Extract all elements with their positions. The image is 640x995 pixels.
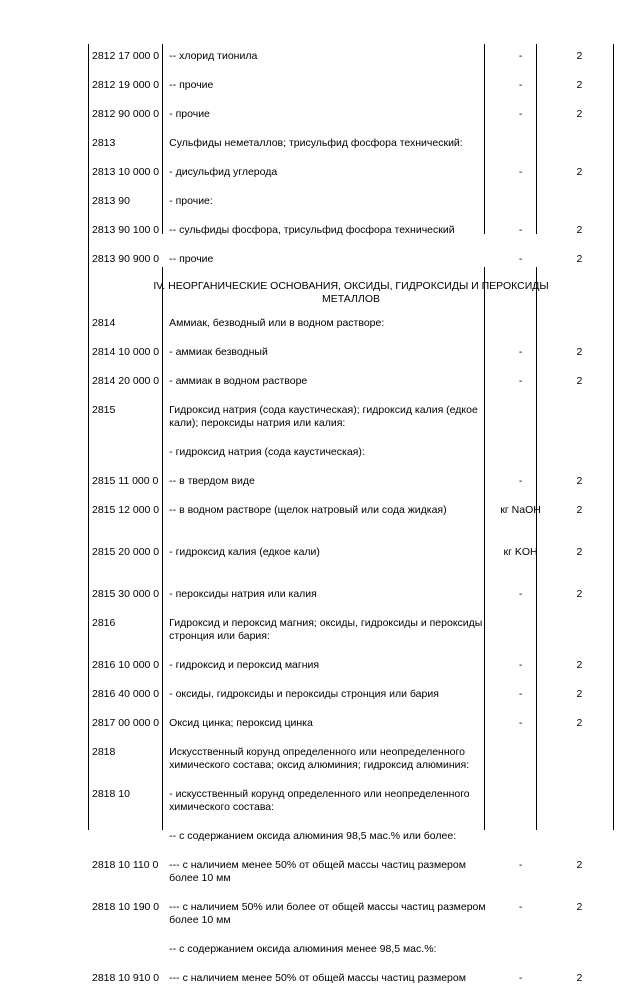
table-row [88, 469, 614, 498]
unit-cell: - [518, 166, 523, 178]
code-cell: 2813 [92, 137, 116, 149]
code-cell: 2815 30 000 0 [92, 588, 160, 600]
duty-cell: 2 [576, 588, 583, 600]
unit-cell [496, 398, 545, 440]
table-row [88, 740, 614, 782]
unit-cell: кг KOH [503, 546, 538, 558]
description-cell: -- прочие [169, 79, 214, 91]
description-cell: Аммиак, безводный или в водном растворе: [169, 317, 385, 329]
duty-cell [545, 782, 614, 824]
description-cell: -- хлорид тионила [169, 50, 258, 62]
unit-cell [496, 611, 545, 653]
description-cell: - гидроксид калия (едкое кали) [169, 546, 320, 558]
code-cell: 2812 17 000 0 [92, 50, 160, 62]
description-cell: - гидроксид и пероксид магния [169, 659, 320, 671]
duty-cell: 2 [576, 659, 583, 671]
duty-cell: 2 [576, 166, 583, 178]
table-row [88, 540, 614, 582]
code-cell: 2818 10 [92, 788, 130, 800]
section-heading-row [88, 276, 614, 311]
description-cell: - пероксиды натрия или калия [169, 588, 317, 600]
code-cell: 2814 [92, 317, 116, 329]
unit-cell: - [518, 972, 523, 984]
code-cell: 2815 12 000 0 [92, 504, 160, 516]
unit-cell: - [518, 475, 523, 487]
code-cell: 2814 20 000 0 [92, 375, 160, 387]
duty-cell [545, 740, 614, 782]
description-cell: - прочие [169, 108, 210, 120]
duty-cell [545, 440, 614, 469]
table-row [88, 498, 614, 540]
duty-cell: 2 [576, 375, 583, 387]
table-row [88, 218, 614, 247]
duty-cell: 2 [576, 475, 583, 487]
duty-cell [545, 824, 614, 853]
code-cell: 2815 20 000 0 [92, 546, 160, 558]
description-cell: - оксиды, гидроксиды и пероксиды стронция или бария [169, 688, 439, 700]
duty-cell: 2 [576, 717, 583, 729]
duty-cell: 2 [576, 253, 583, 265]
table-row [88, 440, 614, 469]
duty-cell [545, 937, 614, 966]
description-cell: - гидроксид натрия (сода каустическая): [169, 446, 365, 458]
unit-cell [496, 740, 545, 782]
table-row [88, 966, 614, 995]
code-cell: 2814 10 000 0 [92, 346, 160, 358]
code-cell: 2816 40 000 0 [92, 688, 160, 700]
unit-cell [496, 824, 545, 853]
unit-cell: - [518, 375, 523, 387]
unit-cell [496, 131, 545, 160]
table-row [88, 711, 614, 740]
table-row [88, 44, 614, 73]
code-cell: 2818 [92, 746, 116, 758]
duty-cell: 2 [576, 50, 583, 62]
unit-cell [496, 937, 545, 966]
description-cell: -- сульфиды фосфора, трисульфид фосфора технический [169, 224, 455, 236]
description-cell: - прочие: [169, 195, 213, 207]
description-cell: -- в твердом виде [169, 475, 255, 487]
duty-cell: 2 [576, 972, 583, 984]
code-cell: 2812 19 000 0 [92, 79, 160, 91]
code-cell: 2818 10 910 0 [92, 972, 160, 984]
duty-cell: 2 [576, 504, 583, 516]
unit-cell [496, 189, 545, 218]
table-row [88, 824, 614, 853]
description-cell: - аммиак безводный [169, 346, 268, 358]
table-row [88, 73, 614, 102]
code-cell: 2817 00 000 0 [92, 717, 160, 729]
code-cell: 2813 90 100 0 [92, 224, 160, 236]
duty-cell [545, 611, 614, 653]
code-cell: 2815 11 000 0 [92, 475, 159, 487]
code-cell: 2813 10 000 0 [92, 166, 160, 178]
duty-cell [545, 311, 614, 340]
unit-cell: - [518, 659, 523, 671]
table-row [88, 653, 614, 682]
unit-cell: - [518, 79, 523, 91]
description-cell: - дисульфид углерода [169, 166, 278, 178]
unit-cell: - [518, 859, 523, 871]
description-cell: Искусственный корунд определенного или неопределенного химического состава; оксид алюминия; гидроксид алюминия: [169, 746, 470, 771]
table-row [88, 611, 614, 653]
duty-cell: 2 [576, 688, 583, 700]
duty-cell: 2 [576, 859, 583, 871]
unit-cell: - [518, 253, 523, 265]
table-row [88, 937, 614, 966]
table-row [88, 369, 614, 398]
code-cell [88, 440, 165, 469]
description-cell: Сульфиды неметаллов; трисульфид фосфора технический: [169, 137, 463, 149]
description-cell: - искусственный корунд определенного или неопределенного химического состава: [169, 788, 470, 813]
description-cell: -- прочие [169, 253, 214, 265]
code-cell: 2813 90 [92, 195, 130, 207]
description-cell: --- с наличием 50% или более от общей массы частиц размером более 10 мм [169, 901, 486, 926]
table-row [88, 247, 614, 276]
code-cell: 2813 90 900 0 [92, 253, 160, 265]
table-row [88, 340, 614, 369]
unit-cell: - [518, 50, 523, 62]
description-cell: Гидроксид натрия (сода каустическая); гидроксид калия (едкое кали); пероксиды натрия или калия: [169, 404, 478, 429]
unit-cell: - [518, 108, 523, 120]
unit-cell: - [518, 717, 523, 729]
table-row [88, 398, 614, 440]
code-cell: 2818 10 110 0 [92, 859, 159, 871]
duty-cell: 2 [576, 79, 583, 91]
unit-cell: кг NaOH [500, 504, 541, 516]
table-row [88, 311, 614, 340]
code-cell: 2815 [92, 404, 116, 416]
duty-cell: 2 [576, 546, 583, 558]
unit-cell: - [518, 688, 523, 700]
duty-cell [545, 189, 614, 218]
unit-cell [496, 440, 545, 469]
duty-cell: 2 [576, 901, 583, 913]
unit-cell: - [518, 224, 523, 236]
code-cell [88, 937, 165, 966]
duty-cell: 2 [576, 346, 583, 358]
unit-cell: - [518, 346, 523, 358]
code-cell: 2812 90 000 0 [92, 108, 160, 120]
unit-cell: - [518, 901, 523, 913]
description-cell: --- с наличием менее 50% от общей массы частиц размером более 10 мм [169, 859, 466, 884]
unit-cell [496, 311, 545, 340]
description-cell: -- с содержанием оксида алюминия 98,5 мас.% или более: [169, 830, 457, 842]
unit-cell: - [518, 588, 523, 600]
table-row [88, 682, 614, 711]
table-row [88, 160, 614, 189]
code-cell [88, 824, 165, 853]
duty-cell [545, 131, 614, 160]
section-heading: IV. НЕОРГАНИЧЕСКИЕ ОСНОВАНИЯ, ОКСИДЫ, ГИДРОКСИДЫ И ПЕРОКСИДЫ МЕТАЛЛОВ [153, 280, 549, 305]
code-cell: 2816 10 000 0 [92, 659, 160, 671]
table-row [88, 853, 614, 895]
description-cell: Оксид цинка; пероксид цинка [169, 717, 313, 729]
code-cell: 2818 10 190 0 [92, 901, 160, 913]
table-row [88, 131, 614, 160]
table-row [88, 895, 614, 937]
table-row [88, 102, 614, 131]
description-cell: -- в водном растворе (щелок натровый или сода жидкая) [169, 504, 447, 516]
table-row [88, 582, 614, 611]
tariff-table [88, 44, 614, 995]
description-cell: Гидроксид и пероксид магния; оксиды, гидроксиды и пероксиды стронция или бария: [169, 617, 483, 642]
description-cell: - аммиак в водном растворе [169, 375, 308, 387]
duty-cell: 2 [576, 108, 583, 120]
code-cell: 2816 [92, 617, 116, 629]
unit-cell [496, 782, 545, 824]
table-row [88, 782, 614, 824]
description-cell: --- с наличием менее 50% от общей массы частиц размером [169, 972, 466, 984]
table-row [88, 189, 614, 218]
duty-cell [545, 398, 614, 440]
duty-cell: 2 [576, 224, 583, 236]
description-cell: -- с содержанием оксида алюминия менее 98,5 мас.%: [169, 943, 437, 955]
